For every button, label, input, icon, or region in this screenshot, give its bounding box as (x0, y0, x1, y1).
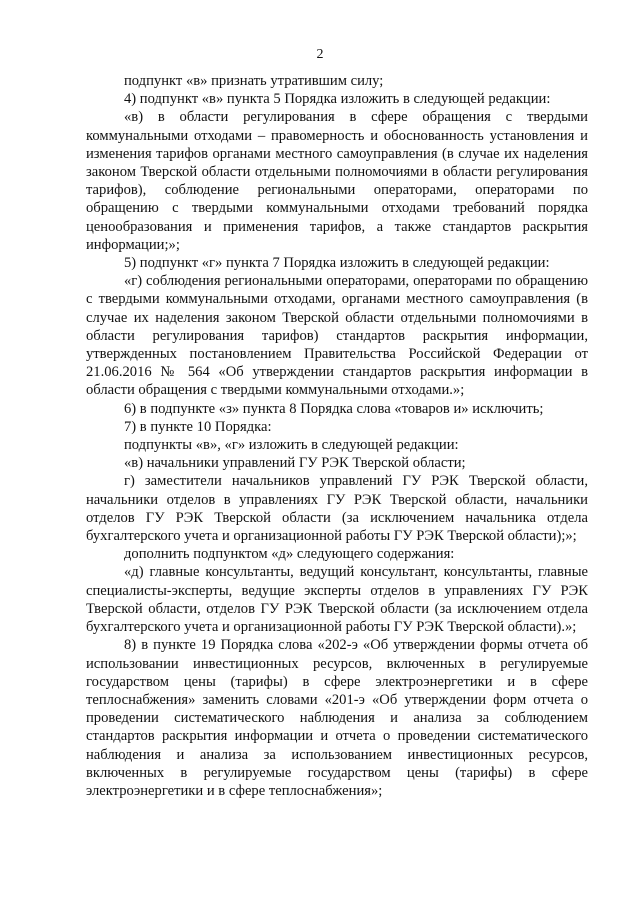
page-number: 2 (316, 47, 324, 62)
paragraph: 4) подпункт «в» пункта 5 Порядка изложить в следующей редакции: (124, 91, 551, 108)
paragraph: г) заместители начальников управлений ГУ РЭК Тверской области, начальники отделов в управлениях ГУ РЭК Тверской области, начальники отделов ГУ РЭК Тверской области (за исключением начальника отдела бухгалтерского учета и организационной работы ГУ РЭК Тверской области);»; (86, 473, 588, 545)
paragraph: «д) главные консультанты, ведущий консультант, консультанты, главные специалисты-эксперты, ведущие эксперты отделов в управлениях ГУ РЭК Тверской области, отделов ГУ РЭК Тверской области (за исключением отдела бухгалтерского учета и организационной работы ГУ РЭК Тверской области).»; (86, 564, 588, 636)
paragraph: 7) в пункте 10 Порядка: (124, 418, 272, 435)
paragraph: 6) в подпункте «з» пункта 8 Порядка слова «товаров и» исключить; (124, 400, 544, 417)
paragraph: 5) подпункт «г» пункта 7 Порядка изложить в следующей редакции: (124, 255, 550, 272)
paragraph: «в) в области регулирования в сфере обращения с твердыми коммунальными отходами – правомерность и обоснованность установления и изменения тарифов органами местного самоуправления (в случае их наделения законом Тверской области отдельными полномочиями в области регулирования тарифов), соблюдение региональными операторами, операторами по обращению с твердыми коммунальными отходами требований порядка ценообразования и применения тарифов, а также стандартов раскрытия информации;»; (86, 109, 588, 253)
paragraph: «в) начальники управлений ГУ РЭК Тверской области; (124, 455, 466, 472)
document-body (86, 72, 588, 800)
paragraph: подпункты «в», «г» изложить в следующей редакции: (124, 437, 459, 454)
paragraph: подпункт «в» признать утратившим силу; (124, 73, 384, 89)
paragraph: дополнить подпунктом «д» следующего содержания: (124, 546, 455, 563)
paragraph: 8) в пункте 19 Порядка слова «202-э «Об утверждении формы отчета об использовании инвестиционных ресурсов, включенных в регулируемые государством цены (тарифы) в сфере электроэнергетики и в сфере теплоснабжения» заменить словами «201-э «Об утверждении форм отчета о проведении систематического наблюдения и анализа за соблюдением стандартов раскрытия информации и отчета о проведении систематического наблюдения и анализа за использованием инвестиционных ресурсов, включенных в регулируемые государством цены (тарифы) в сфере электроэнергетики и в сфере теплоснабжения»; (86, 637, 588, 799)
paragraph: «г) соблюдения региональными операторами, операторами по обращению с твердыми коммунальными отходами, органами местного самоуправления (в случае их наделения законом Тверской области отдельными полномочиями в области регулирования тарифов) стандартов раскрытия информации, утвержденных постановлением Правительства Российской Федерации от 21.06.2016 № 564 «Об утверждении стандартов раскрытия информации в области обращения с твердыми коммунальными отходами.»; (86, 273, 588, 399)
